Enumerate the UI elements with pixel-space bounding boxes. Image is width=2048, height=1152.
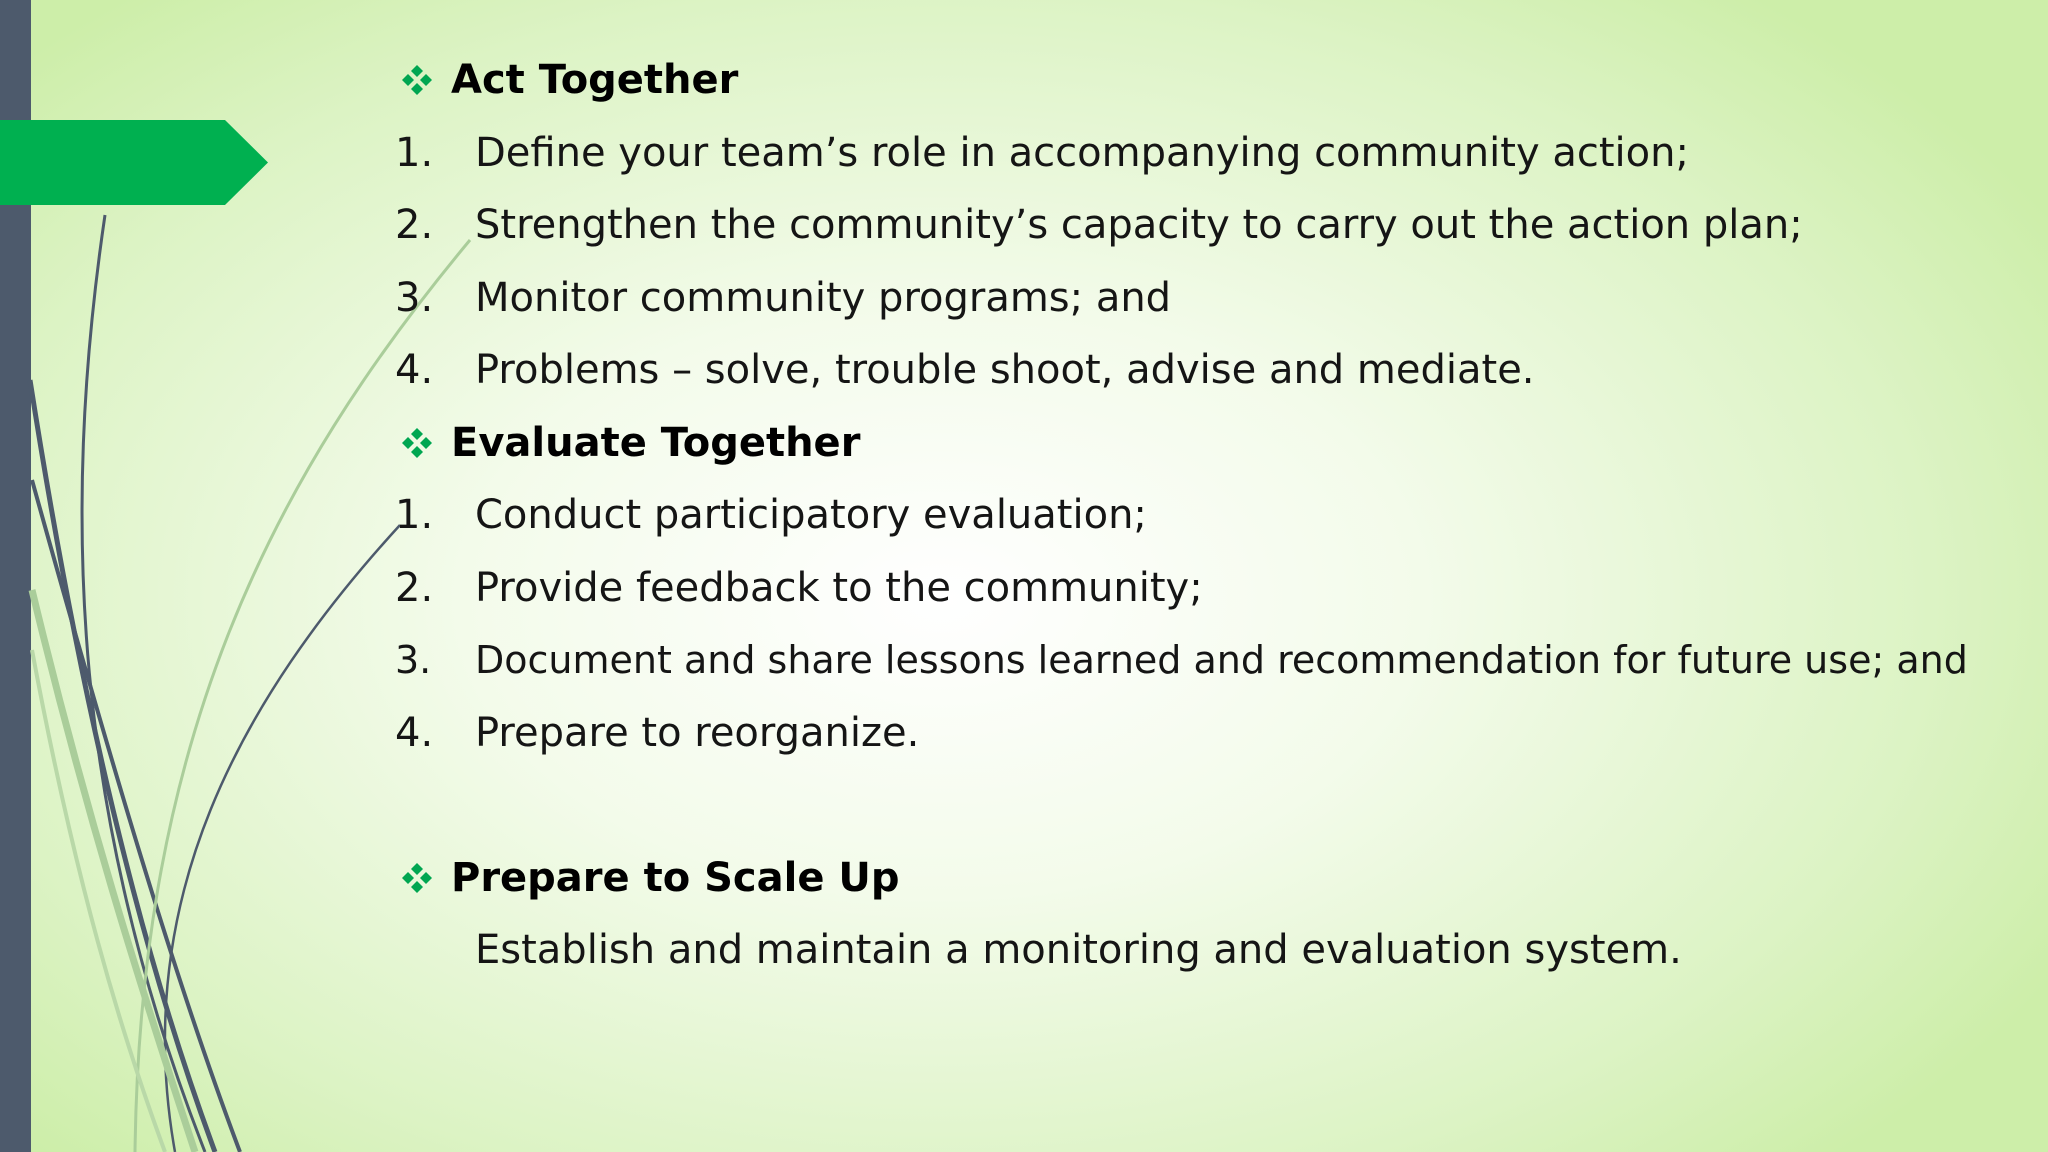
- four-diamond-bullet-icon: [399, 860, 435, 896]
- list-item: [395, 262, 2015, 335]
- item-text: Provide feedback to the community;: [475, 564, 1203, 611]
- item-number: 1.: [395, 129, 434, 176]
- section-body-text: Establish and maintain a monitoring and evaluation system.: [475, 927, 1682, 974]
- item-number: 1.: [395, 492, 434, 539]
- item-number: 4.: [395, 709, 434, 756]
- list-item: [395, 552, 2015, 625]
- item-number: 2.: [395, 564, 434, 611]
- four-diamond-bullet-icon: [399, 62, 435, 98]
- heading-text: Evaluate Together: [451, 419, 861, 466]
- list-item: [395, 117, 2015, 190]
- list-item: [395, 189, 2015, 262]
- green-arrow-tab: [0, 120, 268, 205]
- item-number: 3.: [395, 274, 434, 321]
- section-spacer: [395, 769, 2015, 842]
- item-number: 4.: [395, 347, 434, 394]
- list-item: [395, 479, 2015, 552]
- slide-content: [395, 44, 2015, 987]
- section-heading-scale-up: [395, 842, 2015, 915]
- heading-text: Act Together: [451, 57, 739, 104]
- item-text: Conduct participatory evaluation;: [475, 492, 1147, 539]
- four-diamond-bullet-icon: [399, 425, 435, 461]
- item-text: Monitor community programs; and: [475, 274, 1172, 321]
- item-text: Define your team’s role in accompanying community action;: [475, 129, 1689, 176]
- list-item: [395, 697, 2015, 770]
- list-item: [395, 334, 2015, 407]
- item-text: Prepare to reorganize.: [475, 709, 920, 756]
- item-text: Problems – solve, trouble shoot, advise and mediate.: [475, 347, 1535, 394]
- section-heading-evaluate: [395, 407, 2015, 480]
- heading-text: Prepare to Scale Up: [451, 854, 900, 901]
- item-number: 2.: [395, 202, 434, 249]
- list-item: [395, 624, 2015, 697]
- item-text: Strengthen the community’s capacity to carry out the action plan;: [475, 202, 1803, 249]
- item-number: 3.: [395, 638, 432, 683]
- section-heading-act: [395, 44, 2015, 117]
- item-text: Document and share lessons learned and recommendation for future use; and: [475, 638, 1968, 683]
